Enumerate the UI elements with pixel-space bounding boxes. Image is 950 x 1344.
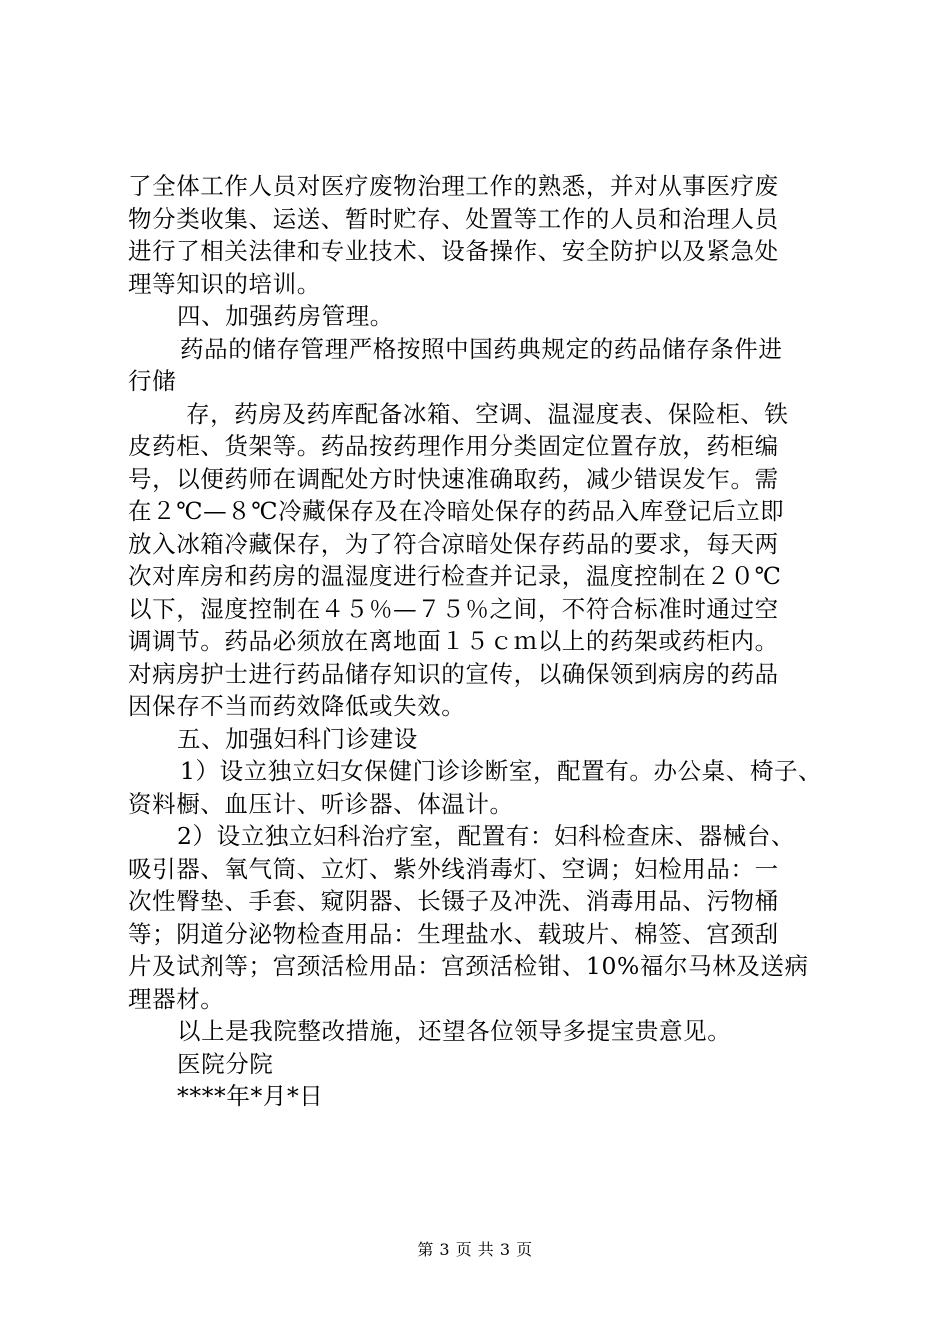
text-line: 次对库房和药房的温湿度进行检查并记录，温度控制在２０℃ [128,562,782,590]
signature-date: ****年*月*日 [177,1082,324,1110]
text-line: 行储 [128,367,177,395]
text-line: 进行了相关法律和专业技术、设备操作、安全防护以及紧急处 [128,237,779,265]
section-heading: 四、加强药房管理。 [177,302,394,330]
text-line: 片及试剂等；宫颈活检用品：宫颈活检钳、10%福尔马林及送病 [128,952,809,980]
body-text [128,170,848,1113]
text-line: 2）设立独立妇科治疗室，配置有：妇科检查床、器械台、 [177,822,796,850]
closing-line: 以上是我院整改措施，还望各位领导多提宝贵意见。 [177,1017,732,1045]
text-line: 理器材。 [128,984,225,1013]
text-line: 药品的储存管理严格按照中国药典规定的药品储存条件进 [180,334,783,363]
text-line: 等；阴道分泌物检查用品：生理盐水、载玻片、棉签、宫颈刮 [128,919,779,948]
signature-org: 医院分院 [177,1049,274,1078]
text-line: 1）设立独立妇女保健门诊诊断室，配置有。办公桌、椅子、 [180,757,823,785]
text-line: 因保存不当而药效降低或失效。 [128,692,466,720]
text-line: 调调节。药品必须放在离地面１５ｃｍ以上的药架或药柜内。 [128,627,779,655]
text-line: 存，药房及药库配备冰箱、空调、温湿度表、保险柜、铁 [186,399,789,428]
text-line: 以下，湿度控制在４５％—７５％之间，不符合标准时通过空 [128,594,779,623]
text-line: 物分类收集、运送、暂时贮存、处置等工作的人员和治理人员 [128,204,779,233]
text-line: 次性臀垫、手套、窥阴器、长镊子及冲洗、消毒用品、污物桶 [128,887,779,915]
text-line: 理等知识的培训。 [128,269,321,298]
text-line: 了全体工作人员对医疗废物治理工作的熟悉，并对从事医疗废 [128,172,779,200]
section-heading: 五、加强妇科门诊建设 [177,724,418,753]
text-line: 号，以便药师在调配处方时快速准确取药，减少错误发乍。需 [128,464,779,493]
text-line: 放入冰箱冷藏保存，为了符合凉暗处保存药品的要求，每天两 [128,529,779,558]
text-line: 对病房护士进行药品储存知识的宣传，以确保领到病房的药品 [128,659,779,688]
text-line: 吸引器、氧气筒、立灯、紫外线消毒灯、空调；妇检用品：一 [128,854,779,883]
page-footer: 第 3 页 共 3 页 [417,1240,533,1259]
text-line: 皮药柜、货架等。药品按药理作用分类固定位置存放，药柜编 [128,432,779,460]
text-line: 在２℃—８℃冷藏保存及在冷暗处保存的药品入库登记后立即 [128,497,785,525]
text-line: 资料橱、血压计、听诊器、体温计。 [128,789,514,818]
